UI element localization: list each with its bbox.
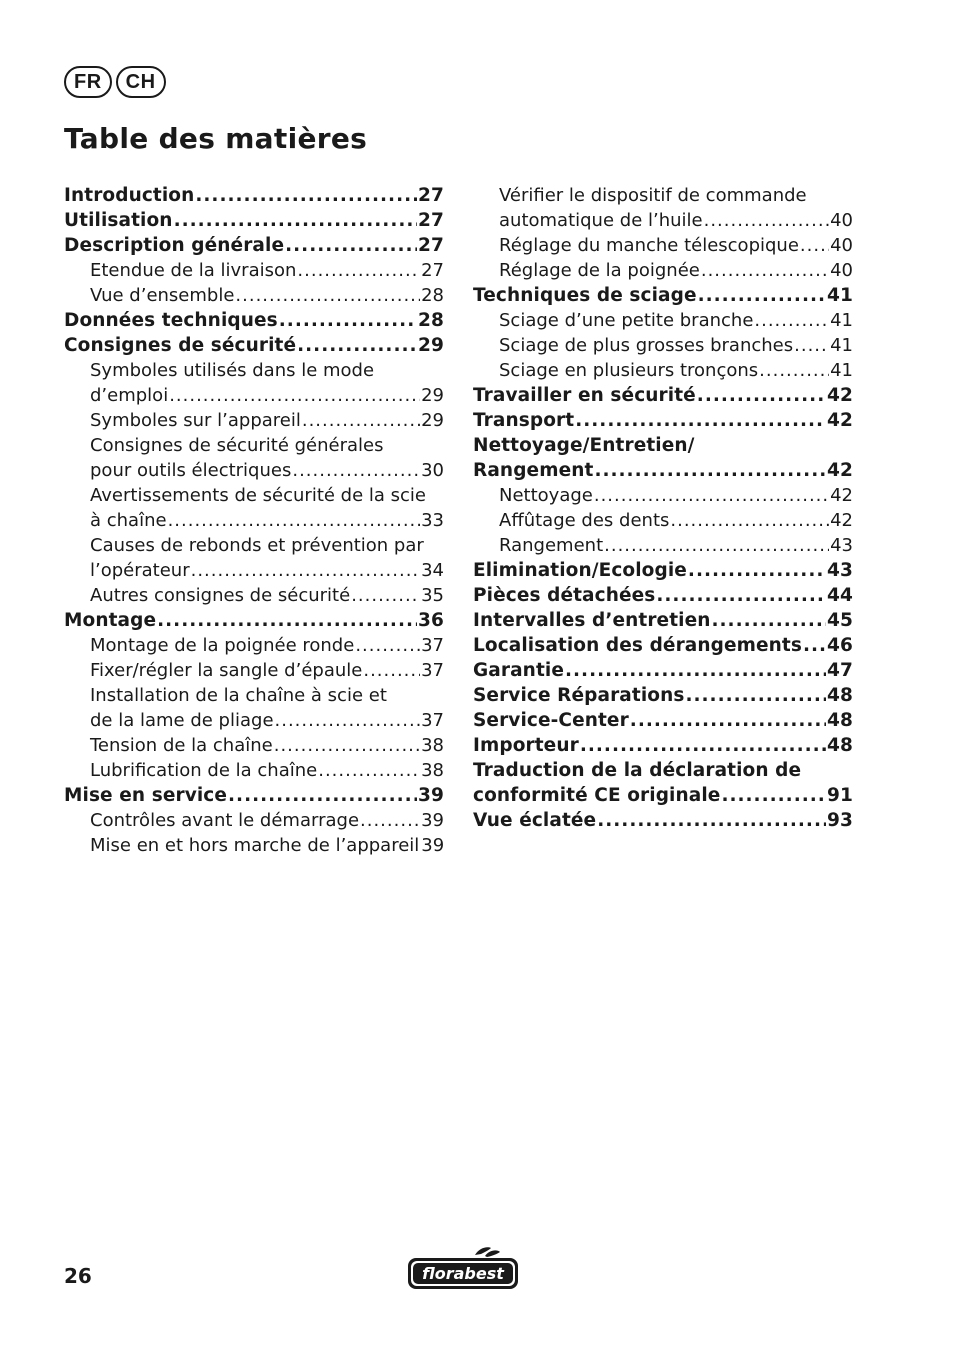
dot-leader xyxy=(688,558,826,583)
dot-leader xyxy=(721,783,826,808)
dot-leader xyxy=(697,383,826,408)
florabest-logo xyxy=(405,1246,521,1292)
toc-entry-title: Vue d’ensemble xyxy=(90,285,235,306)
toc-entry xyxy=(473,283,853,308)
dot-leader xyxy=(275,708,421,733)
toc-entry-title: Elimination/Ecologie xyxy=(473,560,687,581)
toc-entry-title: Description générale xyxy=(64,235,285,256)
toc-entry-page: 37 xyxy=(421,660,444,681)
toc-entry xyxy=(64,583,444,608)
toc-entry-title: Localisation des dérangements xyxy=(473,635,802,656)
toc-entry xyxy=(473,358,853,383)
toc-entry-page: 27 xyxy=(418,210,444,231)
toc-entry-page: 27 xyxy=(421,260,444,281)
toc-entry-title: Travailler en sécurité xyxy=(473,385,696,406)
dot-leader xyxy=(604,533,829,558)
dot-leader xyxy=(302,408,420,433)
toc-entry-page: 28 xyxy=(418,310,444,331)
toc-entry-title: Consignes de sécurité générales xyxy=(90,435,384,456)
toc-entry xyxy=(64,558,444,583)
toc-entry xyxy=(473,808,853,833)
toc-entry-page: 27 xyxy=(418,185,444,206)
language-badge-fr: FR xyxy=(64,66,112,98)
toc-entry-page: 40 xyxy=(830,235,853,256)
toc-entry-page: 38 xyxy=(421,760,444,781)
toc-entry-title: Importeur xyxy=(473,735,579,756)
toc-entry-page: 33 xyxy=(421,510,444,531)
toc-entry-page: 36 xyxy=(418,610,444,631)
page-title: Table des matières xyxy=(64,122,368,155)
dot-leader xyxy=(794,333,829,358)
toc-entry xyxy=(473,383,853,408)
toc-column-left xyxy=(64,183,444,858)
toc-entry-title: Symboles utilisés dans le mode xyxy=(90,360,375,381)
dot-leader xyxy=(318,758,420,783)
toc-entry-title: conformité CE originale xyxy=(473,785,721,806)
toc-entry-page: 41 xyxy=(830,360,853,381)
toc-entry xyxy=(473,758,853,783)
toc-entry-title: Autres consignes de sécurité xyxy=(90,585,351,606)
toc-entry-page: 43 xyxy=(830,535,853,556)
toc-entry-page: 29 xyxy=(421,410,444,431)
toc-entry xyxy=(64,308,444,333)
toc-entry-title: Traduction de la déclaration de xyxy=(473,760,802,781)
toc-entry-title: d’emploi xyxy=(90,385,169,406)
toc-entry-title: Service Réparations xyxy=(473,685,685,706)
toc-entry xyxy=(64,683,444,708)
dot-leader xyxy=(565,658,826,683)
toc-entry-title: à chaîne xyxy=(90,510,167,531)
dot-leader xyxy=(580,733,826,758)
dot-leader xyxy=(157,608,417,633)
toc-entry-page: 29 xyxy=(421,385,444,406)
toc-entry xyxy=(64,483,444,508)
toc-entry xyxy=(64,758,444,783)
toc-entry-title: Utilisation xyxy=(64,210,173,231)
toc-entry xyxy=(64,283,444,308)
toc-entry-page: 42 xyxy=(830,510,853,531)
toc-entry xyxy=(473,433,853,458)
toc-entry xyxy=(473,658,853,683)
svg-text:florabest: florabest xyxy=(422,1264,504,1283)
dot-leader xyxy=(594,483,829,508)
toc-entry xyxy=(64,408,444,433)
toc-entry-page: 35 xyxy=(421,585,444,606)
toc-entry-title: Pièces détachées xyxy=(473,585,656,606)
toc-entry-page: 41 xyxy=(830,335,853,356)
dot-leader xyxy=(195,183,417,208)
dot-leader xyxy=(685,683,826,708)
toc-entry-title: Causes de rebonds et prévention par xyxy=(90,535,424,556)
dot-leader xyxy=(297,333,417,358)
toc-entry xyxy=(473,308,853,333)
toc-entry xyxy=(64,733,444,758)
toc-column-right xyxy=(473,183,853,833)
toc-entry-title: Symboles sur l’appareil xyxy=(90,410,301,431)
toc-entry-title: Montage xyxy=(64,610,157,631)
toc-entry-title: Mise en et hors marche de l’appareil xyxy=(90,835,420,856)
dot-leader xyxy=(355,633,420,658)
dot-leader xyxy=(704,208,829,233)
toc-entry xyxy=(473,233,853,258)
toc-entry xyxy=(473,458,853,483)
dot-leader xyxy=(698,283,826,308)
dot-leader xyxy=(670,508,829,533)
toc-entry-page: 39 xyxy=(418,785,444,806)
dot-leader xyxy=(712,608,827,633)
toc-entry-title: Fixer/régler la sangle d’épaule xyxy=(90,660,363,681)
toc-entry-title: Sciage d’une petite branche xyxy=(499,310,754,331)
toc-entry xyxy=(473,783,853,808)
dot-leader xyxy=(363,658,420,683)
toc-entry-page: 42 xyxy=(827,460,853,481)
toc-entry xyxy=(64,833,444,858)
toc-entry xyxy=(473,533,853,558)
toc-entry-title: Consignes de sécurité xyxy=(64,335,297,356)
toc-entry-page: 37 xyxy=(421,635,444,656)
toc-entry-page: 40 xyxy=(830,210,853,231)
toc-entry-title: Vérifier le dispositif de commande xyxy=(499,185,807,206)
toc-entry xyxy=(473,558,853,583)
dot-leader xyxy=(292,458,420,483)
toc-entry-title: l’opérateur xyxy=(90,560,190,581)
toc-entry xyxy=(473,733,853,758)
toc-entry xyxy=(64,383,444,408)
toc-entry xyxy=(64,358,444,383)
toc-entry xyxy=(473,633,853,658)
toc-entry-title: Nettoyage/Entretien/ xyxy=(473,435,695,456)
dot-leader xyxy=(803,633,826,658)
toc-entry-title: Lubrification de la chaîne xyxy=(90,760,318,781)
dot-leader xyxy=(169,383,420,408)
dot-leader xyxy=(656,583,826,608)
toc-entry xyxy=(473,183,853,208)
language-badges xyxy=(64,66,166,98)
toc-entry xyxy=(473,483,853,508)
toc-entry xyxy=(64,333,444,358)
toc-entry xyxy=(64,708,444,733)
dot-leader xyxy=(575,408,826,433)
toc-entry-title: Etendue de la livraison xyxy=(90,260,297,281)
toc-entry xyxy=(473,708,853,733)
toc-entry xyxy=(473,683,853,708)
toc-entry-title: Données techniques xyxy=(64,310,278,331)
toc-entry xyxy=(473,508,853,533)
toc-entry-title: Vue éclatée xyxy=(473,810,597,831)
dot-leader xyxy=(351,583,420,608)
dot-leader xyxy=(228,783,417,808)
toc-entry-page: 40 xyxy=(830,260,853,281)
toc-entry-page: 48 xyxy=(827,735,853,756)
toc-entry xyxy=(64,208,444,233)
toc-entry-page: 46 xyxy=(827,635,853,656)
toc-entry xyxy=(64,608,444,633)
toc-entry-page: 41 xyxy=(830,310,853,331)
toc-entry-page: 28 xyxy=(421,285,444,306)
toc-entry xyxy=(473,333,853,358)
toc-entry-page: 48 xyxy=(827,710,853,731)
toc-entry xyxy=(64,233,444,258)
toc-entry-title: Réglage du manche télescopique xyxy=(499,235,799,256)
toc-entry-title: pour outils électriques xyxy=(90,460,292,481)
toc-entry-title: Affûtage des dents xyxy=(499,510,670,531)
toc-entry-title: automatique de l’huile xyxy=(499,210,703,231)
toc-entry xyxy=(64,508,444,533)
dot-leader xyxy=(701,258,829,283)
toc-entry xyxy=(473,608,853,633)
toc-entry xyxy=(473,258,853,283)
toc-entry-page: 39 xyxy=(421,835,445,856)
toc-entry-page: 41 xyxy=(827,285,853,306)
toc-entry-page: 42 xyxy=(827,385,853,406)
toc-entry-title: Rangement xyxy=(499,535,604,556)
toc-entry-page: 42 xyxy=(830,485,853,506)
toc-entry-title: Sciage de plus grosses branches xyxy=(499,335,794,356)
toc-entry-page: 27 xyxy=(418,235,444,256)
toc-entry xyxy=(64,633,444,658)
dot-leader xyxy=(754,308,829,333)
toc-entry-page: 43 xyxy=(827,560,853,581)
dot-leader xyxy=(297,258,420,283)
toc-entry-page: 42 xyxy=(827,410,853,431)
toc-entry xyxy=(473,583,853,608)
dot-leader xyxy=(274,733,420,758)
toc-entry-page: 39 xyxy=(421,810,444,831)
toc-entry-title: Techniques de sciage xyxy=(473,285,697,306)
toc-entry-page: 48 xyxy=(827,685,853,706)
toc-entry xyxy=(64,258,444,283)
toc-entry xyxy=(64,783,444,808)
toc-entry-title: Garantie xyxy=(473,660,564,681)
toc-entry xyxy=(64,533,444,558)
toc-entry-title: Contrôles avant le démarrage xyxy=(90,810,360,831)
toc-entry xyxy=(64,808,444,833)
toc-entry-title: Rangement xyxy=(473,460,594,481)
toc-entry-title: Installation de la chaîne à scie et xyxy=(90,685,387,706)
dot-leader xyxy=(235,283,420,308)
toc-entry xyxy=(64,658,444,683)
toc-entry-title: Montage de la poignée ronde xyxy=(90,635,355,656)
dot-leader xyxy=(800,233,829,258)
toc-entry-page: 34 xyxy=(421,560,444,581)
toc-entry-title: Service-Center xyxy=(473,710,629,731)
dot-leader xyxy=(285,233,417,258)
toc-entry-title: Introduction xyxy=(64,185,195,206)
toc-entry xyxy=(473,208,853,233)
toc-entry-page: 45 xyxy=(827,610,853,631)
dot-leader xyxy=(168,508,421,533)
page-number: 26 xyxy=(64,1264,92,1288)
dot-leader xyxy=(174,208,417,233)
toc-entry-page: 47 xyxy=(827,660,853,681)
dot-leader xyxy=(594,458,826,483)
toc-entry-title: Sciage en plusieurs tronçons xyxy=(499,360,759,381)
toc-entry-page: 29 xyxy=(418,335,444,356)
toc-entry-page: 38 xyxy=(421,735,444,756)
toc-entry-page: 44 xyxy=(827,585,853,606)
dot-leader xyxy=(630,708,826,733)
toc-entry-title: Transport xyxy=(473,410,575,431)
toc-entry-title: Intervalles d’entretien xyxy=(473,610,711,631)
dot-leader xyxy=(759,358,829,383)
toc-entry-page: 93 xyxy=(827,810,853,831)
toc-entry-title: Nettoyage xyxy=(499,485,593,506)
language-badge-ch: CH xyxy=(116,66,166,98)
toc-entry xyxy=(64,183,444,208)
toc-entry-title: Tension de la chaîne xyxy=(90,735,273,756)
dot-leader xyxy=(279,308,417,333)
toc-entry-title: Réglage de la poignée xyxy=(499,260,700,281)
toc-entry-title: Avertissements de sécurité de la scie xyxy=(90,485,427,506)
dot-leader xyxy=(597,808,826,833)
toc-entry-title: de la lame de pliage xyxy=(90,710,274,731)
toc-entry-page: 30 xyxy=(421,460,444,481)
dot-leader xyxy=(360,808,420,833)
toc-entry-title: Mise en service xyxy=(64,785,228,806)
toc-entry xyxy=(64,458,444,483)
toc-entry-page: 37 xyxy=(421,710,444,731)
toc-entry xyxy=(64,433,444,458)
dot-leader xyxy=(191,558,420,583)
toc-entry-page: 91 xyxy=(827,785,853,806)
toc-entry xyxy=(473,408,853,433)
